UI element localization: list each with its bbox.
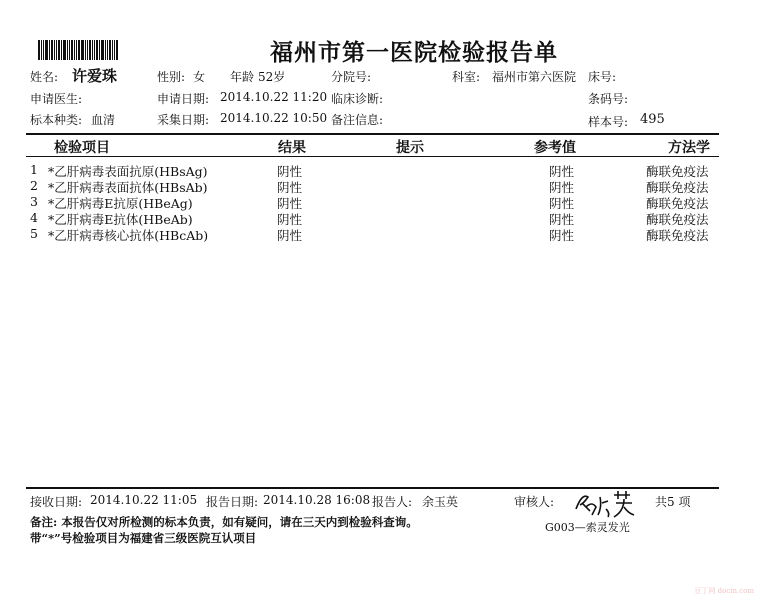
row-result: 阴性 xyxy=(277,180,303,195)
barcode-bar xyxy=(85,40,86,60)
signature-code: G003—索灵发光 xyxy=(545,521,630,534)
table-top-rule xyxy=(26,133,719,135)
row-result: 阴性 xyxy=(277,212,303,227)
row-item: *乙肝病毒E抗原(HBeAg) xyxy=(48,196,193,211)
row-ref: 阴性 xyxy=(549,196,575,211)
table-header-rule xyxy=(26,156,719,157)
header-hint: 提示 xyxy=(396,140,424,156)
report-date-value: 2014.10.28 16:08 xyxy=(263,493,371,507)
barcode-bar xyxy=(94,40,95,60)
barcode-bar xyxy=(54,40,55,60)
apply-date-value: 2014.10.22 11:20 xyxy=(220,90,328,104)
barcode-bar xyxy=(69,40,70,60)
barcode-bar xyxy=(109,40,111,60)
dept-value: 福州市第六医院 xyxy=(492,70,577,84)
barcode-bar xyxy=(74,40,75,60)
barcode-bar xyxy=(107,40,108,60)
barcode-image xyxy=(38,40,134,60)
age-value: 52岁 xyxy=(258,70,286,84)
barcode-bar xyxy=(114,40,115,60)
reporter-label: 报告人: xyxy=(372,495,413,509)
row-method: 酶联免疫法 xyxy=(646,228,709,243)
row-method: 酶联免疫法 xyxy=(646,164,709,179)
patient-name: 许爱珠 xyxy=(72,67,118,85)
barcode-bar xyxy=(38,40,40,60)
barcode-bar xyxy=(101,40,104,60)
row-method: 酶联免疫法 xyxy=(646,180,709,195)
barcode-bar xyxy=(99,40,100,60)
row-item: *乙肝病毒E抗体(HBeAb) xyxy=(48,212,193,227)
report-date-label: 报告日期: xyxy=(206,495,259,509)
barcode-bar xyxy=(92,40,93,60)
collect-date-label: 采集日期: xyxy=(157,113,210,127)
row-item: *乙肝病毒表面抗体(HBsAb) xyxy=(48,180,208,195)
row-no: 3 xyxy=(30,194,38,209)
row-result: 阴性 xyxy=(277,228,303,243)
sex-value: 女 xyxy=(193,70,206,84)
row-ref: 阴性 xyxy=(549,164,575,179)
barcode-bar xyxy=(41,40,42,60)
dept-label: 科室: xyxy=(452,70,481,84)
barcode-bar xyxy=(56,40,57,60)
bed-label: 床号: xyxy=(588,70,617,84)
row-result: 阴性 xyxy=(277,196,303,211)
diagnosis-label: 临床诊断: xyxy=(331,92,384,106)
name-label: 姓名: xyxy=(30,70,59,84)
barcode-bar xyxy=(43,40,44,60)
barcode-bar xyxy=(63,40,66,60)
reporter-value: 余玉英 xyxy=(422,495,459,509)
barcode-bar xyxy=(58,40,60,60)
barcode-bar xyxy=(49,40,50,60)
sample-no-label: 样本号: xyxy=(588,115,629,129)
barcode-bar xyxy=(89,40,91,60)
barcode-bar xyxy=(76,40,77,60)
note-line-2: 带“*”号检验项目为福建省三级医院互认项目 xyxy=(30,531,257,545)
barcode-bar xyxy=(116,40,118,60)
ward-label: 分院号: xyxy=(331,70,372,84)
barcode-no-label: 条码号: xyxy=(588,92,629,106)
row-no: 5 xyxy=(30,226,38,241)
barcode-bar xyxy=(87,40,88,60)
row-result: 阴性 xyxy=(277,164,303,179)
row-no: 1 xyxy=(30,162,38,177)
header-result: 结果 xyxy=(278,140,306,156)
reviewer-signature xyxy=(572,487,638,523)
remark-label: 备注信息: xyxy=(331,113,384,127)
receive-date-label: 接收日期: xyxy=(30,495,83,509)
row-no: 4 xyxy=(30,210,38,225)
watermark: 豆丁网 docin.com xyxy=(694,587,754,595)
receive-date-value: 2014.10.22 11:05 xyxy=(90,493,198,507)
doctor-label: 申请医生: xyxy=(30,92,83,106)
sex-label: 性别: xyxy=(157,70,186,84)
sample-type-label: 标本种类: xyxy=(30,113,83,127)
row-ref: 阴性 xyxy=(549,180,575,195)
row-method: 酶联免疫法 xyxy=(646,212,709,227)
barcode-bar xyxy=(61,40,62,60)
row-item: *乙肝病毒核心抗体(HBcAb) xyxy=(48,228,209,243)
apply-date-label: 申请日期: xyxy=(157,92,210,106)
barcode-bar xyxy=(51,40,53,60)
barcode-bar xyxy=(45,40,48,60)
barcode-bar xyxy=(105,40,106,60)
collect-date-value: 2014.10.22 10:50 xyxy=(220,111,328,125)
barcode-bar xyxy=(112,40,113,60)
signature-scribble xyxy=(572,487,638,519)
barcode-bar xyxy=(96,40,98,60)
note-line-1: 备注: 本报告仅对所检测的标本负责，如有疑问，请在三天内到检验科查询。 xyxy=(30,515,418,529)
row-ref: 阴性 xyxy=(549,212,575,227)
barcode-bar xyxy=(78,40,80,60)
reviewer-label: 审核人: xyxy=(514,495,555,509)
total-items: 共5 项 xyxy=(655,495,691,509)
header-ref: 参考值 xyxy=(534,140,576,156)
header-method: 方法学 xyxy=(668,140,710,156)
barcode-bar xyxy=(81,40,84,60)
header-item: 检验项目 xyxy=(54,140,110,156)
sample-no-value: 495 xyxy=(640,112,665,127)
barcode-bar xyxy=(67,40,68,60)
row-no: 2 xyxy=(30,178,38,193)
row-method: 酶联免疫法 xyxy=(646,196,709,211)
sample-type-value: 血清 xyxy=(91,113,116,127)
barcode-bar xyxy=(71,40,73,60)
age-label: 年龄 xyxy=(230,70,255,84)
row-ref: 阴性 xyxy=(549,228,575,243)
report-title: 福州市第一医院检验报告单 xyxy=(270,39,558,66)
row-item: *乙肝病毒表面抗原(HBsAg) xyxy=(48,164,208,179)
